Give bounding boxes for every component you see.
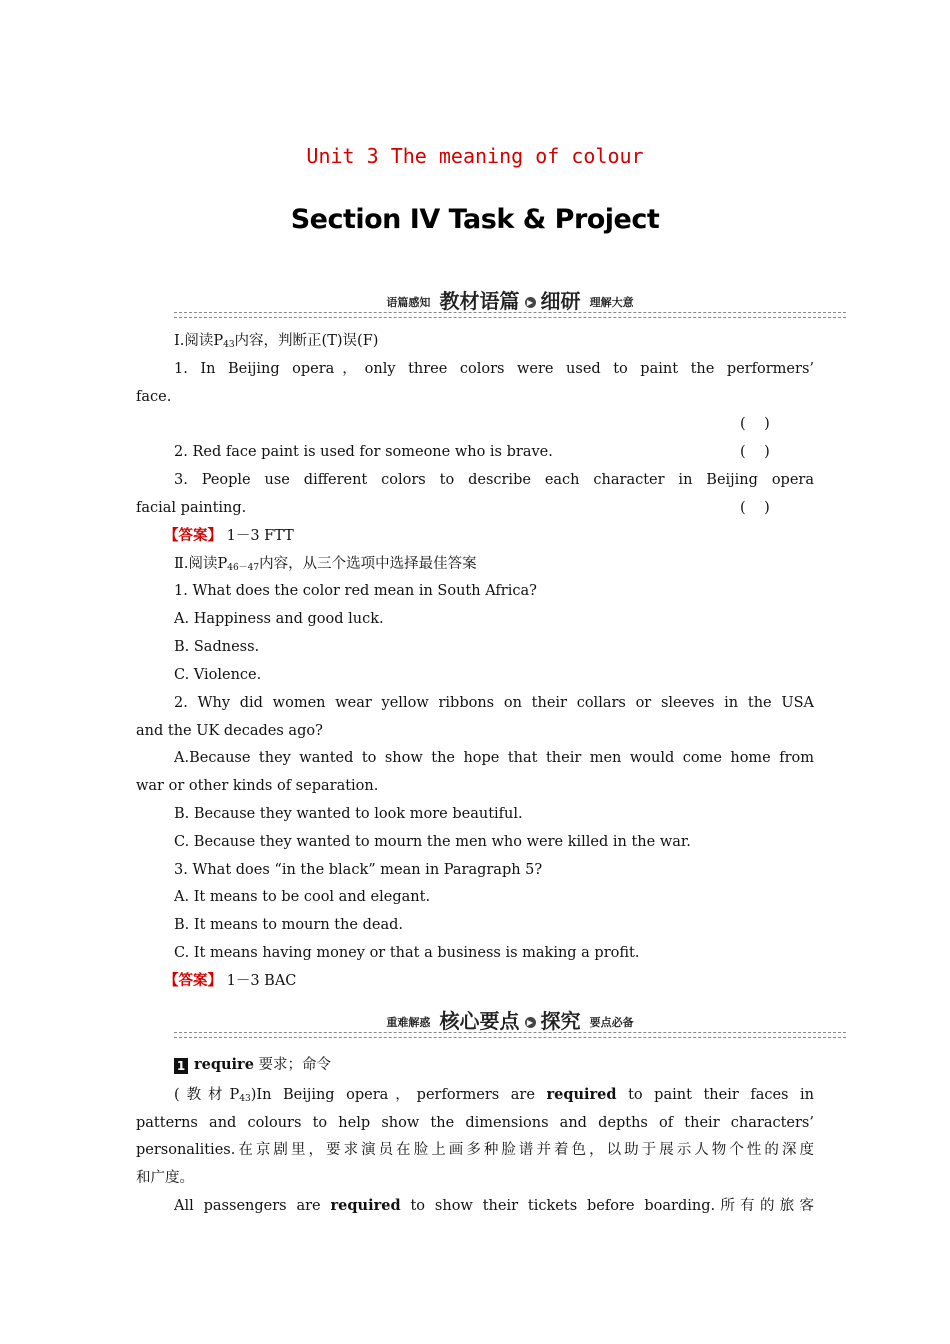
answer-blank: ( ) [740,416,770,432]
banner-main-label: 核心要点 [439,1009,520,1033]
part2-answer: 【答案】 1－3 BAC [164,972,297,989]
part2-q1-option-a: A. Happiness and good luck. [174,611,384,627]
part2-q2-option-a: A.Because they wanted to show the hope that their men would come home from [174,750,814,766]
banner-main-label-2: 探究 [540,1009,581,1033]
banner-right-label: 要点必备 [589,1016,634,1029]
part2-q2-option-a-cont: war or other kinds of separation. [136,778,379,794]
part2-q1-option-b: B. Sadness. [174,639,260,655]
part2-q3-option-b: B. It means to mourn the dead. [174,917,404,933]
point1-example1-translation-cont: 和广度。 [136,1170,194,1186]
part2-q3: 3. What does “in the black” mean in Paragraph 5? [174,862,543,878]
answer-blank: ( ) [740,500,770,516]
answer-blank: ( ) [740,444,770,460]
point-number-badge: 1 [174,1058,188,1074]
banner-divider [174,1032,846,1038]
part2-q2-cont: and the UK decades ago? [136,723,323,739]
banner-divider [174,312,846,318]
point1-heading [174,1055,814,1075]
part2-heading: Ⅱ.阅读$P_{46-47}$内容，从三个选项中选择最佳答案 [174,556,477,573]
answer-label: 【答案】 [164,527,222,544]
part1-q3-cont: facial painting. [136,500,247,516]
section-banner-keypoints [174,1005,846,1037]
section-title: Section IV Task & Project [290,204,660,235]
part2-q2-option-c: C. Because they wanted to mourn the men who were killed in the war. [174,834,691,850]
part2-q2-option-b: B. Because they wanted to look more beautiful. [174,806,523,822]
part1-answer: 【答案】 1－3 FTT [164,527,294,544]
point-word: require [194,1056,254,1073]
play-arrow-icon: ▶ [525,297,536,308]
part1-q3: 3. People use different colors to describe each character in Beijing opera [174,472,814,488]
part2-q3-option-c: C. It means having money or that a business is making a profit. [174,945,640,961]
point1-example1-cont: patterns and colours to help show the dimensions and depths of their characters’ [136,1115,814,1131]
banner-left-label: 语篇感知 [386,296,431,309]
banner-main-label-2: 细研 [540,289,581,313]
part1-q1-cont: face. [136,389,172,405]
point1-example1-translation: personalities.在京剧里，要求演员在脸上画多种脸谱并着色，以助于展示人物个性的深度 [136,1142,814,1158]
part1-q2: 2. Red face paint is used for someone who is brave. [174,444,553,460]
part2-q1-option-c: C. Violence. [174,667,262,683]
point1-example1: (教材$P_{43})In$ Beijing opera，performers are required to paint their faces in [174,1086,815,1104]
part2-q3-option-a: A. It means to be cool and elegant. [174,889,431,905]
unit-title: Unit 3 The meaning of colour [306,144,644,168]
point-meaning: 要求；命令 [253,1057,332,1073]
banner-left-label: 重难解惑 [386,1016,431,1029]
play-arrow-icon: ▶ [525,1017,536,1028]
part2-q2: 2. Why did women wear yellow ribbons on their collars or sleeves in the USA [174,695,814,711]
part1-heading: Ⅰ.阅读$P_{43}$内容，判断正(T)误(F) [174,333,379,350]
answer-label: 【答案】 [164,972,222,989]
banner-main-label: 教材语篇 [439,289,520,313]
part1-q1: 1. In Beijing opera，only three colors were used to paint the performers’ [174,361,814,377]
point1-example2: All passengers are required to show their tickets before boarding.所有的旅客 [174,1197,814,1214]
banner-right-label: 理解大意 [589,296,634,309]
part2-q1: 1. What does the color red mean in South Africa? [174,583,537,599]
section-banner-reading [174,285,846,317]
